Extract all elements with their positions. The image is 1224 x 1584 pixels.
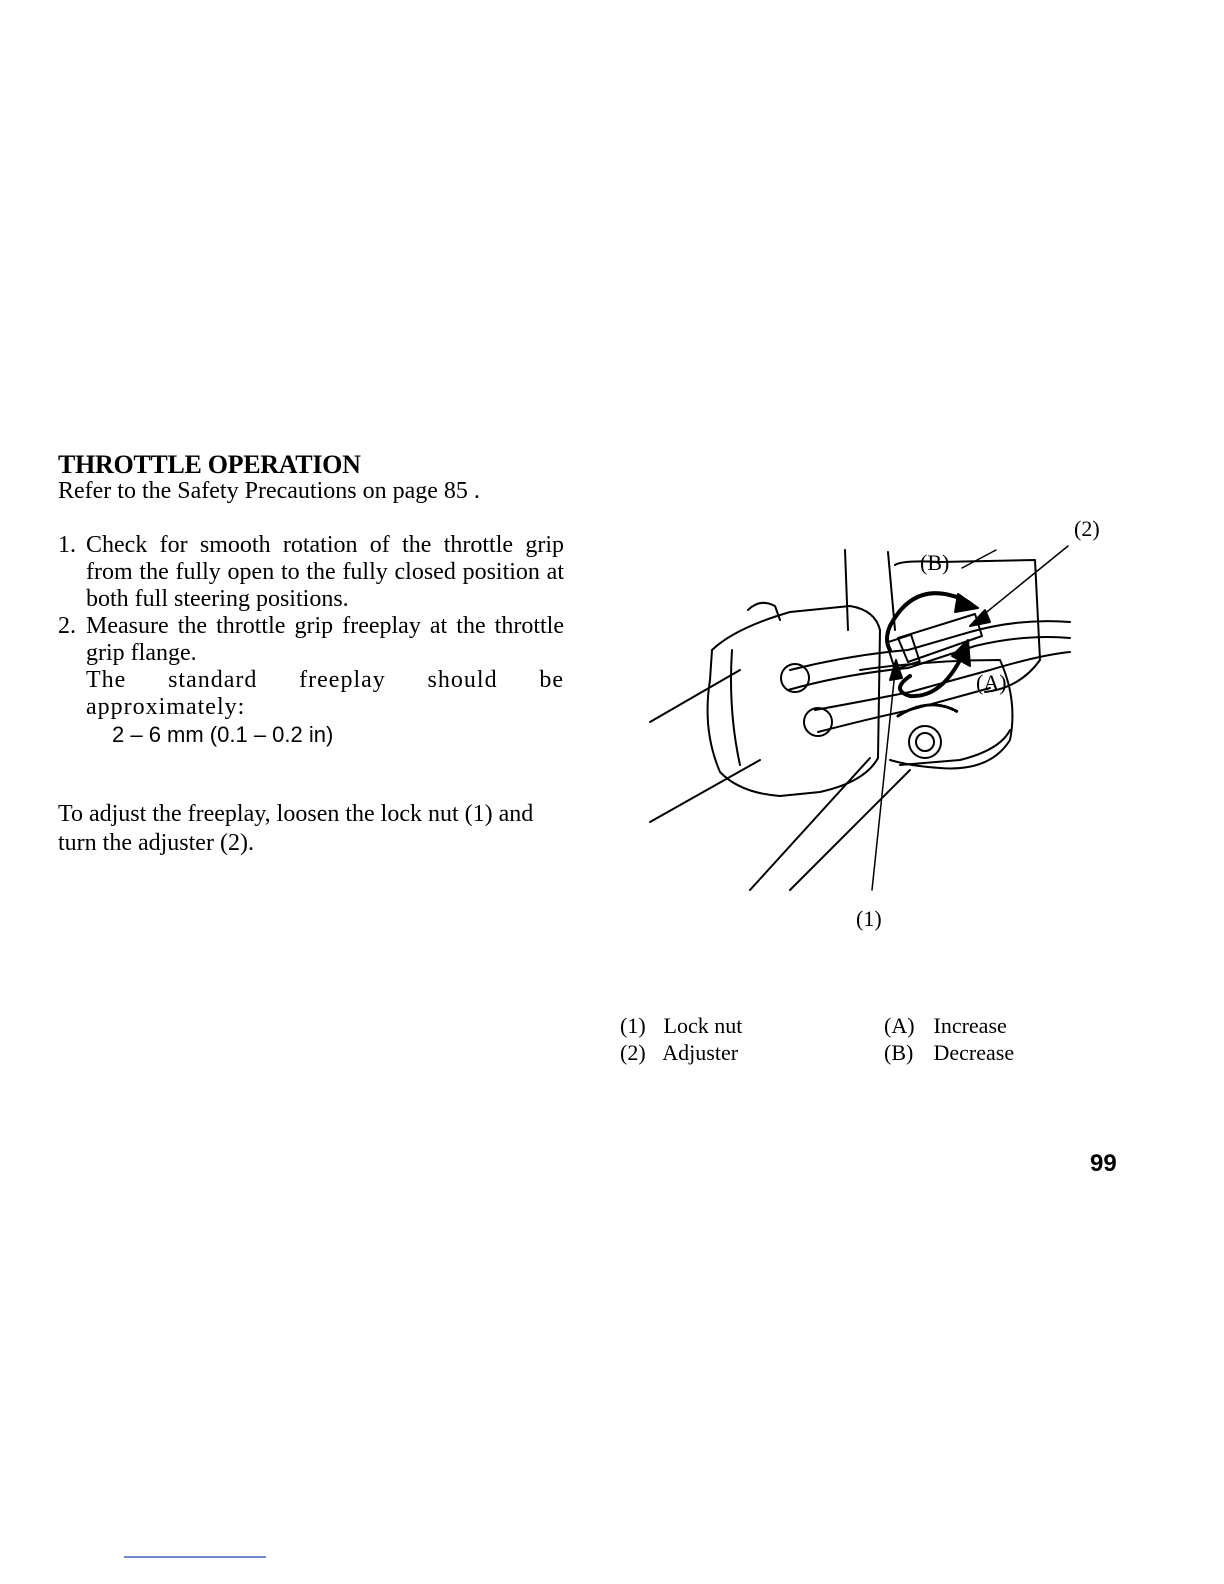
safety-reference: Refer to the Safety Precautions on page 85 . bbox=[58, 478, 480, 504]
legend-code: (1) bbox=[620, 1013, 646, 1038]
footer-rule bbox=[124, 1556, 266, 1558]
step-number: 2. bbox=[58, 613, 76, 639]
reservoir-mount bbox=[895, 560, 1040, 692]
steps-list bbox=[58, 532, 564, 749]
section-title: THROTTLE OPERATION bbox=[58, 450, 361, 479]
decrease-arrow-tail bbox=[887, 626, 890, 650]
handlebar-grip bbox=[650, 670, 760, 822]
legend-left bbox=[620, 1012, 742, 1066]
mount-socket bbox=[909, 726, 941, 758]
legend-code: (2) bbox=[620, 1040, 646, 1065]
legend-code: (B) bbox=[884, 1040, 914, 1065]
page-number: 99 bbox=[1090, 1150, 1117, 1177]
callout-b: (B) bbox=[920, 550, 950, 575]
freeplay-spec-text: The standard freeplay should be approximately: bbox=[86, 667, 564, 720]
legend-label: Increase bbox=[933, 1013, 1007, 1038]
leader-adjuster-arrow bbox=[970, 610, 990, 626]
legend-item bbox=[884, 1039, 1014, 1066]
step-1 bbox=[58, 532, 564, 613]
callout-2: (2) bbox=[1074, 516, 1100, 541]
legend-label: Lock nut bbox=[663, 1013, 743, 1038]
switch-housing-detail bbox=[731, 603, 780, 765]
adjust-paragraph: To adjust the freeplay, loosen the lock nut (1) and turn the adjuster (2). bbox=[58, 801, 534, 856]
decrease-arrowhead bbox=[955, 594, 978, 612]
knurled-ring bbox=[898, 705, 958, 716]
brake-reservoir bbox=[845, 550, 895, 630]
step-text: Measure the throttle grip freeplay at the throttle grip flange. bbox=[86, 613, 564, 666]
step-number: 1. bbox=[58, 532, 76, 558]
legend-code: (A) bbox=[884, 1013, 915, 1038]
throttle-illustration bbox=[640, 510, 1120, 950]
legend-label: Decrease bbox=[933, 1040, 1015, 1065]
legend-item bbox=[620, 1012, 742, 1039]
switch-housing bbox=[708, 606, 880, 796]
legend-right bbox=[884, 1012, 1014, 1066]
throttle-drawing bbox=[640, 510, 1120, 950]
freeplay-spec-value: 2 – 6 mm (0.1 – 0.2 in) bbox=[112, 722, 334, 747]
step-2 bbox=[58, 613, 564, 749]
legend-item bbox=[620, 1039, 742, 1066]
leader-b bbox=[962, 550, 996, 568]
legend-label: Adjuster bbox=[662, 1040, 739, 1065]
legend-item bbox=[884, 1012, 1014, 1039]
step-text: Check for smooth rotation of the throttle grip from the fully open to the fully closed position at both full steering positions. bbox=[86, 532, 564, 612]
callout-1: (1) bbox=[856, 906, 882, 931]
mount-socket-inner bbox=[916, 733, 934, 751]
callout-a: (A) bbox=[976, 670, 1007, 695]
